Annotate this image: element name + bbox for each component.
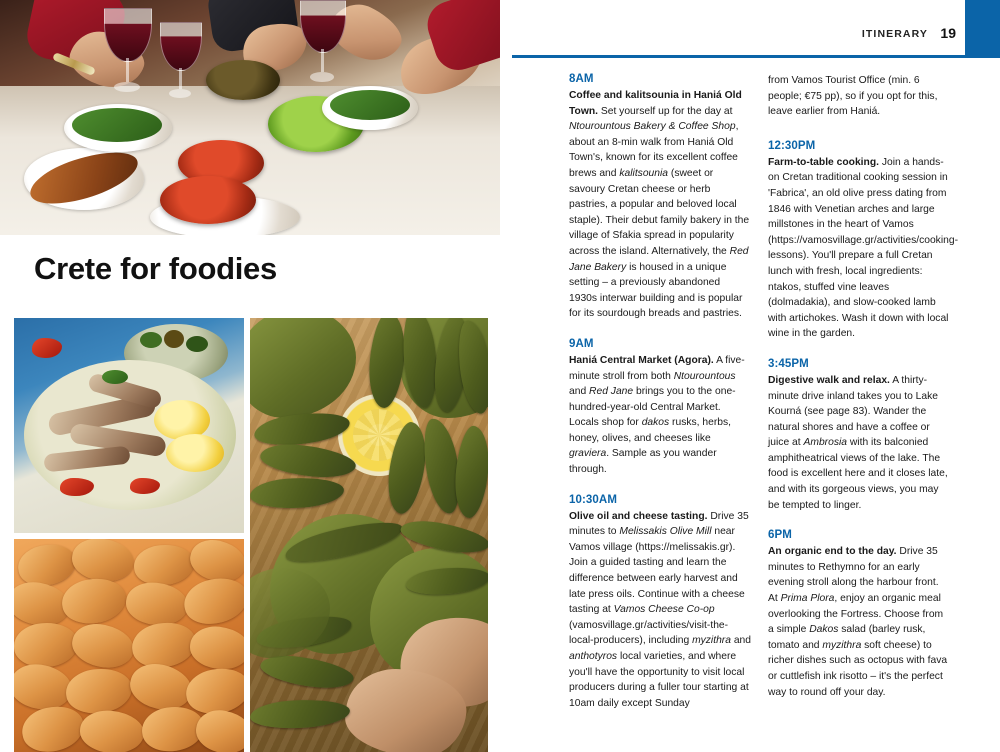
entry-body: Drive 35 minutes to Melissakis Olive Mill near Vamos village (https://melissakis.gr). Join a guided tasting and learn the difference between early harvest and late press oils. Continue with a cheese tasting at Vamos Cheese Co-op (vamosvillage.gr/activities/visit-the-local-producers), including myzithra and anthotyros local varieties, and where you'll have the opportunity to visit local producers during a fuller tour starting at 10am daily except Sunday: [569, 510, 752, 709]
entry-heading: Farm-to-table cooking.: [768, 156, 879, 168]
dolmades-board-photo: [250, 318, 488, 752]
entry-body: A thirty-minute drive inland takes you to Lake Kourná (see page 83). Wander the natural shores and have a coffee or juice at Ambrosia with its balconied amphitheatrical views of the lake. The food is excellent here and it closes late, and with its gorgeous views, you may be tempted to linger.: [768, 374, 948, 511]
entry-text: [768, 544, 950, 700]
column-left: [569, 73, 751, 727]
page-number: 19: [940, 25, 956, 41]
entry-text: [768, 373, 950, 513]
entry-heading: Digestive walk and relax.: [768, 374, 890, 386]
hero-dining-table-photo: [0, 0, 500, 235]
page-title: Crete for foodies: [34, 251, 277, 286]
entry-body: Drive 35 minutes to Rethymno for an early evening stroll along the harbour front. At Prima Plora, enjoy an organic meal overlooking the Fortress. Choose from a simple Dakos salad (barley rusk, tomato and myzithra soft cheese) to richer dishes such as octopus with fava or cuttlefish ink risotto – it's the perfect way to round off your day.: [768, 546, 948, 698]
entry-time: 10:30AM: [569, 493, 617, 506]
right-page: [500, 0, 1000, 752]
entry-time: 3:45PM: [768, 357, 809, 370]
entry-heading: Haniá Central Market (Agora).: [569, 354, 714, 366]
wine-glass: [160, 22, 200, 98]
pastries-tray-photo: [14, 539, 244, 752]
entry-heading: Coffee and kalitsounia in Haniá Old Town.: [569, 90, 742, 117]
entry-text: [569, 353, 751, 478]
entry-body-continued: from Vamos Tourist Office (min. 6 people; €75 pp), so if you opt for this, leave earlier from Haniá.: [768, 75, 938, 118]
entry-text: [768, 155, 958, 342]
itinerary-entry: [768, 529, 950, 700]
entry-time: 6PM: [768, 529, 792, 542]
entry-body: Set yourself up for the day at Ntourountous Bakery & Coffee Shop, about an 8-min walk from Haniá Old Town's, known for its excellent coffee brews and kalitsounia (sweet or savoury Cretan cheese or herb pastries, a popular and beloved local staple). Their debut family bakery in the village of Sfakia spread in popularity across the island. Alternatively, the Red Jane Bakery is housed in a unique setting – a previously abandoned 1930s interwar building and is popular for its sourdough breads and pastries.: [569, 105, 750, 320]
column-right: [768, 73, 958, 716]
page-corner-tab: [965, 0, 1000, 55]
itinerary-entry: [569, 73, 751, 322]
itinerary-entry: [569, 494, 751, 712]
itinerary-entry: [768, 358, 950, 513]
entry-text: [569, 88, 751, 322]
entry-time: 9AM: [569, 337, 594, 350]
itinerary-entry: [569, 338, 751, 478]
entry-text: [569, 509, 751, 712]
entry-time: 8AM: [569, 73, 594, 85]
section-label: ITINERARY: [861, 28, 928, 40]
header-rule-extension: [965, 55, 1000, 58]
entry-heading: Olive oil and cheese tasting.: [569, 510, 708, 522]
octopus-plate-photo: [14, 318, 244, 533]
entry-time: 12:30PM: [768, 139, 816, 152]
header-rule: [512, 55, 965, 58]
wine-glass: [104, 8, 150, 92]
text-columns: [569, 73, 979, 738]
itinerary-entry: [768, 139, 958, 342]
wine-glass: [300, 0, 344, 82]
photo-grid: [14, 318, 488, 752]
entry-body: A five-minute stroll from both Ntourountous and Red Jane brings you to the one-hundred-year-old Central Market. Locals shop for dakos rusks, herbs, honey, olives, and cheeses like graviera. Sample as you wander through.: [569, 354, 745, 476]
entry-body: Join a hands-on Cretan traditional cooking session in 'Fabrica', an old olive press dating from 1846 with Venetian arches and large millstones in the heart of Vamos (https://vamosvillage.gr/activities/cooking-lessons). You'll prepare a full Cretan lunch with fresh, local ingredients: ntakos, stuffed vine leaves (dolmadakia), and slow-cooked lamb with artichokes. Wash it down with local wine in the garden.: [768, 156, 958, 340]
entry-heading: An organic end to the day.: [768, 546, 897, 558]
